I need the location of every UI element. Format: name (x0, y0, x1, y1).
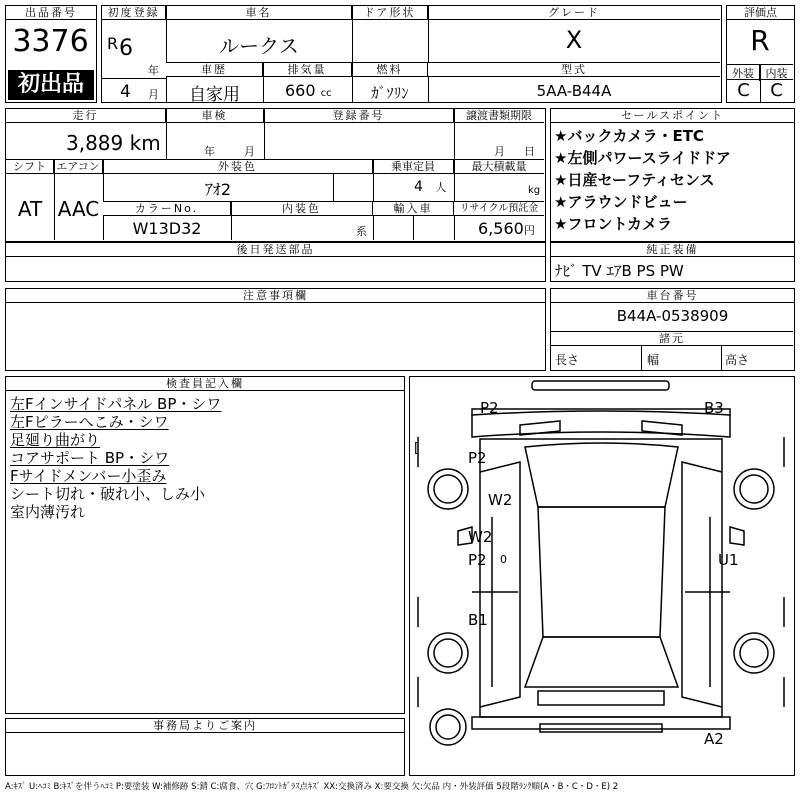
first-listing-text: 初出品 (17, 72, 84, 97)
import-header: 輸入車 (373, 202, 454, 216)
notes-box (5, 288, 546, 371)
recycle-unit: 円 (523, 224, 535, 237)
mark-w2-front: W2 (488, 491, 513, 509)
history-header: 車歴 (166, 63, 263, 77)
ext-grade-value: C (737, 80, 750, 101)
office-header: 事務局よりご案内 (6, 719, 404, 733)
reg-header: 初度登録 (102, 6, 166, 20)
maxload-unit: kg (528, 185, 541, 196)
carname-header: 車名 (166, 6, 352, 20)
lot-number: 3376 (12, 24, 89, 59)
score-value: R (750, 24, 770, 57)
int-grade-value: C (770, 80, 783, 101)
capacity-value (414, 179, 446, 195)
grade-value: X (565, 26, 583, 54)
genuine-value: ﾅﾋﾞ TV ｴｱB PS PW (555, 262, 684, 280)
notes-header: 注意事項欄 (6, 289, 545, 303)
capacity-number: 4 (414, 179, 423, 195)
mileage-value (66, 131, 161, 155)
aircon-value: AAC (57, 197, 100, 221)
spec-height: 高さ (725, 353, 750, 367)
inspector-line: シート切れ・破れ小、しみ小 (10, 485, 206, 503)
aircon-header: エアコン (54, 160, 103, 174)
sales-item: ★日産セーフティセンス (554, 171, 715, 189)
chassis-box (550, 288, 795, 371)
inspect-header: 車検 (166, 109, 264, 123)
inspect-year-unit: 年 (204, 145, 215, 158)
detail-table (5, 108, 546, 242)
first-listing-badge (8, 70, 94, 100)
mark-b3: B3 (704, 399, 724, 417)
inspector-line: コアサポート BP・シワ (10, 449, 170, 467)
reg-year: 6 (119, 36, 133, 61)
inspector-lines (6, 391, 404, 521)
car-name: ルークス (219, 34, 299, 58)
mark-p2-left: P2 (468, 449, 487, 467)
capacity-header: 乗車定員 (373, 160, 454, 174)
intcolor-unit: 系 (356, 225, 367, 238)
later-parts (5, 242, 546, 282)
score-header: 評価点 (727, 6, 794, 20)
disp-unit: cc (320, 88, 332, 99)
sales-item: ★左側パワースライドドア (554, 149, 731, 167)
chassis-header: 車台番号 (551, 289, 794, 303)
ext-grade-header: 外装 (727, 65, 760, 81)
colorno-value: W13D32 (132, 219, 202, 238)
regno-header: 登録番号 (264, 109, 454, 123)
inspect-month-unit: 月 (244, 145, 255, 158)
genuine-equipment (550, 242, 795, 282)
inspector-line: 左Fインサイドパネル BP・シワ (10, 395, 222, 413)
top-table (101, 5, 722, 103)
transfer-month-unit: 月 (494, 145, 505, 158)
fuel-header: 燃料 (352, 63, 428, 77)
sales-header: セールスポイント (551, 109, 794, 123)
sales-list (551, 123, 794, 235)
disp-number: 660 (285, 81, 316, 100)
mileage-header: 走行 (6, 109, 166, 123)
inspector-line: 室内薄汚れ (10, 503, 86, 521)
reg-year-unit: 年 (148, 64, 159, 77)
mark-p2-front: P2 (480, 399, 499, 417)
colorno-header: カラーNo. (103, 202, 231, 216)
inspector-line: Fサイドメンバー小歪み (10, 467, 167, 485)
history-value: 自家用 (189, 85, 240, 105)
lot-header: 出品番号 (6, 6, 96, 20)
specs-header: 諸元 (551, 332, 793, 346)
transfer-header: 譲渡書類期限 (454, 109, 544, 123)
recycle-number: 6,560 (478, 219, 524, 238)
disp-header: 排気量 (263, 63, 352, 77)
shift-header: シフト (6, 160, 54, 174)
disp-value (285, 81, 332, 100)
sales-item: ★アラウンドビュー (554, 193, 688, 211)
mark-u1: U1 (718, 551, 739, 569)
shift-value: AT (17, 197, 43, 221)
sales-item: ★バックカメラ・ETC (554, 127, 704, 145)
mileage-number: 3,889 (66, 131, 124, 155)
transfer-day-unit: 日 (524, 145, 535, 158)
capacity-unit: 人 (435, 181, 447, 194)
grade-header: グレード (428, 6, 720, 20)
car-diagram (409, 376, 795, 776)
door-header: ドア形状 (352, 6, 428, 20)
maxload-header: 最大積載量 (454, 160, 544, 174)
later-parts-header: 後日発送部品 (6, 243, 545, 257)
car-outline (410, 377, 793, 774)
intcolor-header: 内装色 (231, 202, 373, 216)
mark-p2-door: P2 (468, 551, 487, 569)
mark-bracket: [ (414, 441, 420, 456)
recycle-value (478, 219, 535, 238)
mileage-unit: km (129, 131, 161, 155)
sales-item: ★フロントカメラ (554, 215, 672, 233)
mark-o: 0 (500, 553, 507, 566)
mark-w2-door: W2 (468, 528, 493, 546)
genuine-header: 純正装備 (551, 243, 794, 257)
inspector-line: 左Fピラーへこみ・シワ (10, 413, 169, 431)
legend: A:ｷｽﾞ U:ﾍｺﾐ B:ｷｽﾞを伴うﾍｺﾐ P:要塗装 W:補修跡 S:錆 C:腐食、穴 G:ﾌﾛﾝﾄｶﾞﾗｽ点ｷｽﾞ XX:交換済み X:要交換 欠:欠品 内・外装評価 5段階ﾗﾝｸ順(A・B・C・D・E) 2 (5, 782, 619, 792)
score-box (726, 5, 795, 103)
model-header: 型式 (428, 63, 720, 77)
int-grade-header: 内装 (765, 67, 788, 80)
reg-month: 4 (120, 82, 131, 102)
sales-points (550, 108, 795, 242)
fuel-value: ｶﾞｿﾘﾝ (371, 84, 409, 102)
spec-length: 長さ (555, 353, 580, 367)
extcolor-value: ｱｵ2 (204, 180, 232, 199)
reg-era: R (107, 34, 119, 53)
spec-width: 幅 (647, 353, 660, 367)
recycle-header: リサイクル預託金 (454, 202, 544, 216)
reg-month-unit: 月 (148, 88, 159, 101)
mark-b1: B1 (468, 611, 488, 629)
office-box (5, 718, 405, 776)
inspector-box (5, 376, 405, 714)
chassis-value: B44A-0538909 (616, 307, 729, 325)
extcolor-header: 外装色 (103, 160, 373, 174)
lot-box (5, 5, 97, 103)
model-value: 5AA-B44A (536, 82, 612, 100)
inspector-line: 足廻り曲がり (10, 431, 101, 449)
mark-a2: A2 (704, 730, 724, 748)
inspector-header: 検査員記入欄 (6, 377, 404, 391)
